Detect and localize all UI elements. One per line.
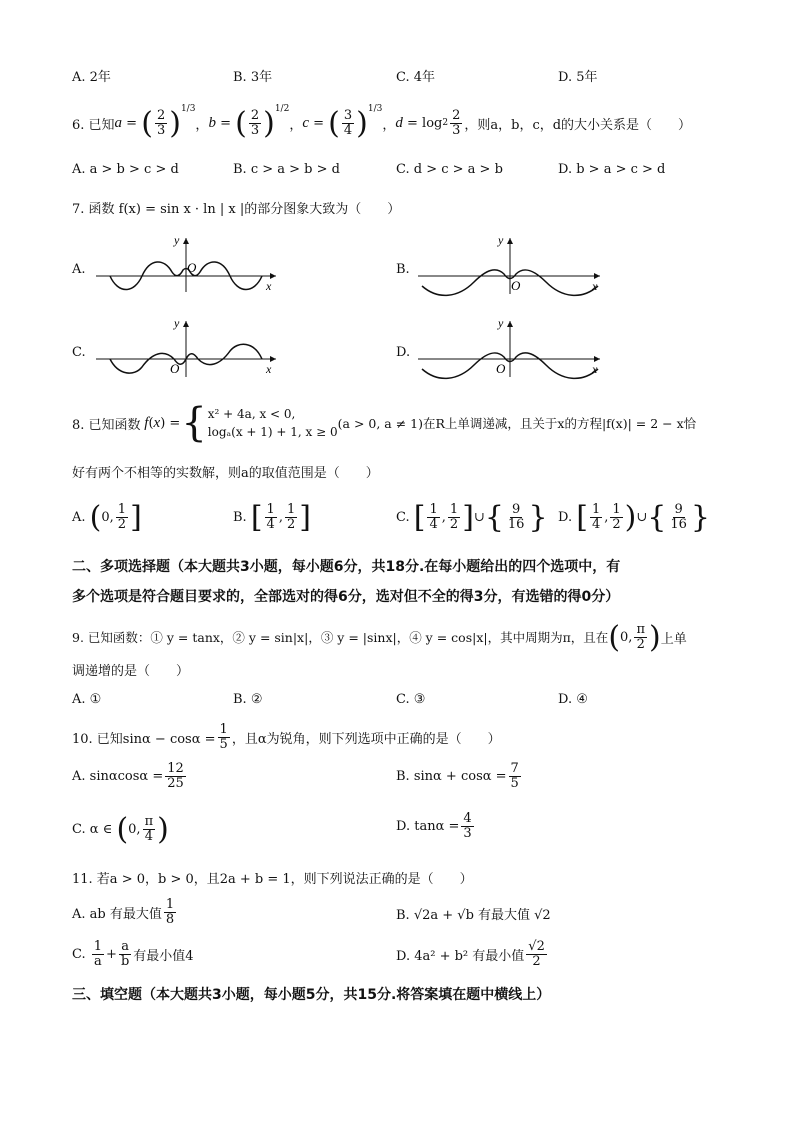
q10-option-b: B. sinα + cosα = $\frac{7}{5}$	[396, 761, 519, 791]
q6-stem: 6. 已知 a = ( $\frac{2}{3}$ ) $^{1/3}$ ， b = ( $\frac{2}{3}$ ) $^{1/2}$ ， c = ( $\frac{3}{4}$ ) $^{1/3}$ ， d = log 2 $\frac{2}{3}$ ，则a，b，c，d的大小关系是（ ）	[72, 104, 692, 141]
q8-piece-1: x² + 4a, x < 0,	[207, 407, 296, 421]
q9-option-a: A. ①	[72, 692, 102, 707]
svg-text:O: O	[511, 278, 521, 293]
q6-option-d: D. b > a > c > d	[558, 162, 666, 177]
q10-prefix: 10. 已知sinα − cosα =	[72, 731, 216, 747]
q7-graph-c	[90, 315, 290, 381]
section-3-heading: 三、填空题（本大题共3小题，每小题5分，共15分.将答案填在题中横线上）	[72, 987, 551, 1003]
q10-stem: 10. 已知sinα − cosα = $\frac{1}{5}$ ，且α为锐角，则下列选项中正确的是（ ）	[72, 721, 501, 752]
svg-text:y: y	[498, 316, 504, 330]
q7-graph-a	[90, 232, 290, 298]
q6-suffix: ，则a，b，c，d的大小关系是（ ）	[464, 117, 692, 133]
svg-text:x: x	[592, 362, 598, 376]
q10-option-c: C. α ∈ ( 0, $\frac{\pi}{4}$ )	[72, 812, 169, 847]
q11-option-c: C. $\frac{1}{a}$ + $\frac{a}{b}$ 有最小值4	[72, 939, 194, 969]
q9-stem-text: 9. 已知函数：① y = tanx，② y = sin|x|，③ y = |sinx|，④ y = cos|x|，其中周期为π，且在	[72, 630, 609, 645]
svg-text:x: x	[266, 279, 272, 293]
q10-option-d: D. tanα = $\frac{4}{3}$	[396, 811, 472, 841]
svg-text:y: y	[174, 233, 180, 247]
q5-option-a: A. 2年	[72, 70, 111, 85]
q8-piece-2: logₐ(x + 1) + 1, x ≥ 0	[207, 425, 338, 439]
q8-option-a: A. ( 0, $\frac{1}{2}$ ]	[72, 500, 142, 535]
q11-option-b: B. √2a + √b 有最大值 √2	[396, 908, 551, 923]
section-2-heading-cont: 多个选项是符合题目要求的，全部选对的得6分，选对但不全的得3分，有选错的得0分）	[72, 589, 620, 605]
q11-stem: 11. 若a > 0，b > 0，且2a + b = 1，则下列说法正确的是（ ）	[72, 872, 473, 887]
q7-label-a: A.	[72, 262, 86, 277]
svg-text:y: y	[174, 316, 180, 330]
q8-condition: (a > 0, a ≠ 1)在R上单调递减，且关于x的方程|f(x)| = 2 − x恰	[337, 416, 697, 431]
q8-option-c: C. [ $\frac{1}{4}$ , $\frac{1}{2}$ ] ∪ { $\frac{9}{16}$ }	[396, 500, 548, 535]
q11-option-a: A. ab 有最大值 $\frac{1}{8}$	[72, 897, 175, 927]
q6-option-b: B. c > a > b > d	[233, 162, 340, 177]
q6-option-a: A. a > b > c > d	[72, 162, 179, 177]
q8-line-2: 好有两个不相等的实数解，则a的取值范围是（ ）	[72, 466, 379, 481]
q7-label-b: B.	[396, 262, 410, 277]
q9-option-d: D. ④	[558, 692, 588, 707]
q9-line-2: 调递增的是（ ）	[72, 664, 190, 679]
q11-option-d: D. 4a² + b² 有最小值 $\frac{√2}{2}$	[396, 939, 545, 969]
q5-option-b: B. 3年	[233, 70, 273, 85]
q8-option-d: D. [ $\frac{1}{4}$ , $\frac{1}{2}$ ) ∪ { $\frac{9}{16}$ }	[558, 500, 711, 535]
section-2-heading: 二、多项选择题（本大题共3小题，每小题6分，共18分.在每小题给出的四个选项中，有	[72, 559, 621, 575]
q9-stem: 9. 已知函数：① y = tanx，② y = sin|x|，③ y = |sinx|，④ y = cos|x|，其中周期为π，且在 ( 0, $\frac{\pi}{2}$ ) 上单	[72, 619, 687, 655]
svg-text:x: x	[266, 362, 272, 376]
svg-text:y: y	[498, 233, 504, 247]
svg-text:O: O	[496, 361, 506, 376]
svg-text:O: O	[187, 260, 197, 275]
q8-option-b: B. [ $\frac{1}{4}$ , $\frac{1}{2}$ ]	[233, 500, 311, 535]
svg-text:O: O	[170, 361, 180, 376]
q7-label-d: D.	[396, 345, 411, 360]
q6-prefix: 6. 已知	[72, 117, 115, 133]
svg-text:x: x	[592, 279, 598, 293]
q5-option-c: C. 4年	[396, 70, 436, 85]
q5-option-d: D. 5年	[558, 70, 598, 85]
q8-prefix: 8. 已知函数	[72, 417, 141, 433]
q8-stem: 8. 已知函数 f ( x ) = { x² + 4a, x < 0, logₐ(x + 1) + 1, x ≥ 0 (a > 0, a ≠ 1)在R上单调递减，且关于x的方程|f(x)| = 2 − x恰	[72, 400, 697, 446]
q10-option-a: A. sinαcosα = $\frac{12}{25}$	[72, 761, 184, 791]
q6-option-c: C. d > c > a > b	[396, 162, 503, 177]
q9-option-b: B. ②	[233, 692, 263, 707]
q7-stem: 7. 函数 f(x) = sin x · ln | x |的部分图象大致为（ ）	[72, 202, 401, 217]
q7-label-c: C.	[72, 345, 86, 360]
q9-option-c: C. ③	[396, 692, 426, 707]
q9-stem-end: 上单	[660, 631, 687, 647]
q10-suffix: ，且α为锐角，则下列选项中正确的是（ ）	[231, 731, 501, 747]
q7-graph-b	[414, 232, 614, 298]
q7-graph-d	[414, 315, 614, 381]
